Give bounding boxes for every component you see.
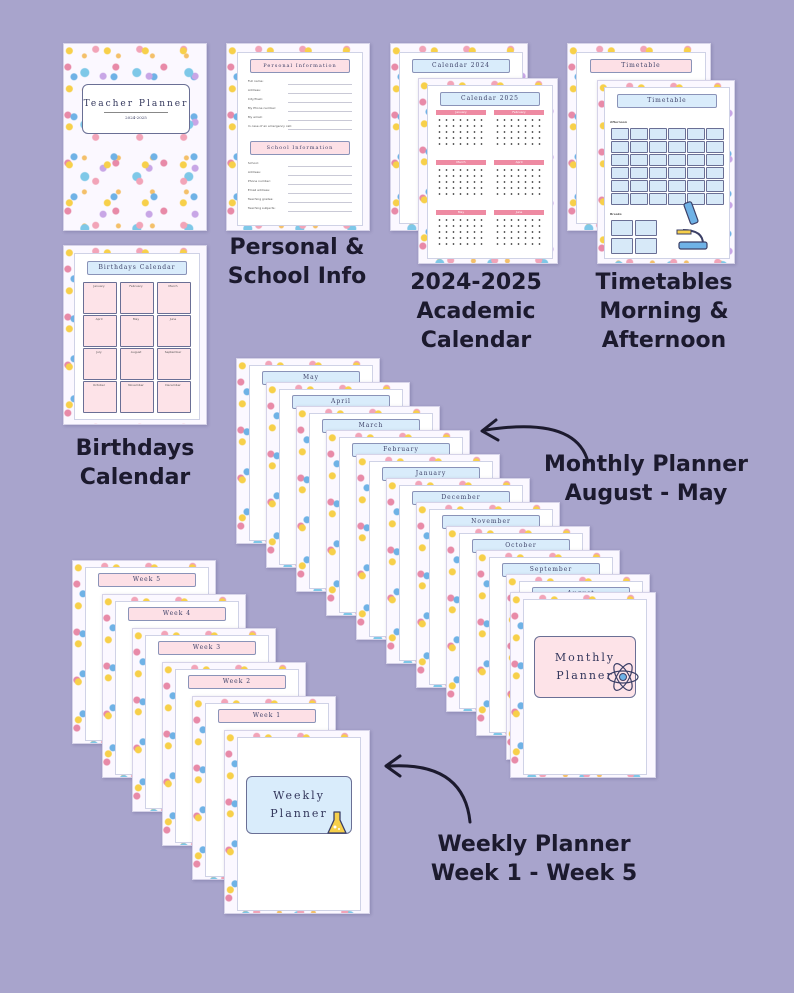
timetable-cell bbox=[649, 128, 667, 140]
timetable-afternoon-header: Timetable bbox=[617, 94, 716, 108]
school-field-line bbox=[288, 202, 353, 203]
weekly-page-header: Week 1 bbox=[218, 709, 316, 723]
calendar-month-header: March bbox=[436, 160, 486, 165]
monthly-page-header: May bbox=[262, 371, 360, 385]
calendar-2025-header: Calendar 2025 bbox=[440, 92, 539, 106]
monthly-page-header: October bbox=[472, 539, 570, 553]
timetable-cell bbox=[611, 154, 629, 166]
monthly-page-header: January bbox=[382, 467, 480, 481]
timetable-cell bbox=[649, 154, 667, 166]
weekly-cover-title: Weekly Planner bbox=[246, 776, 352, 834]
calendar-month-header: May bbox=[436, 210, 486, 215]
timetable-cell bbox=[706, 180, 724, 192]
school-field-line bbox=[288, 211, 353, 212]
timetable-cell bbox=[630, 154, 648, 166]
caption-academic-calendar: 2024-2025 Academic Calendar bbox=[410, 270, 542, 354]
birthday-month-label: September bbox=[164, 350, 182, 354]
timetable-cell bbox=[687, 180, 705, 192]
weekly-planner-cover bbox=[224, 730, 370, 914]
timetable-cell bbox=[649, 180, 667, 192]
cover-title-box bbox=[82, 84, 190, 134]
birthday-month-label: May bbox=[132, 317, 140, 321]
personal-field-line bbox=[288, 129, 353, 130]
flask-icon bbox=[326, 810, 348, 836]
weekly-page-header: Week 2 bbox=[188, 675, 286, 689]
personal-field-label: City/Town: bbox=[247, 97, 264, 101]
timetable-cell bbox=[668, 167, 686, 179]
timetable-cell bbox=[630, 193, 648, 205]
birthday-month-label: August bbox=[130, 350, 142, 354]
monthly-cover-title: Monthly Planner bbox=[534, 636, 636, 698]
monthly-page-header: November bbox=[442, 515, 540, 529]
cover-title: Teacher Planner bbox=[83, 98, 189, 109]
calendar-month-grid bbox=[436, 117, 486, 147]
school-field-line bbox=[288, 193, 353, 194]
school-field-label: Teaching grades: bbox=[247, 197, 274, 201]
timetable-cell bbox=[668, 141, 686, 153]
calendar-month-grid bbox=[436, 167, 486, 197]
birthday-month-label: December bbox=[165, 383, 181, 387]
personal-field-line bbox=[288, 93, 353, 94]
weekly-arrow-icon bbox=[378, 748, 478, 828]
weekly-page-header: Week 4 bbox=[128, 607, 226, 621]
timetable-cell bbox=[687, 128, 705, 140]
caption-birthdays: Birthdays Calendar bbox=[75, 436, 195, 491]
birthday-month-label: July bbox=[96, 350, 102, 354]
monthly-planner-cover bbox=[510, 592, 656, 778]
school-field-line bbox=[288, 166, 353, 167]
teacher-planner-cover-page bbox=[63, 43, 207, 231]
cover-year: 2024-2025 bbox=[125, 114, 147, 120]
timetable-cell bbox=[687, 167, 705, 179]
timetable-cell bbox=[668, 154, 686, 166]
timetable-cell bbox=[630, 128, 648, 140]
timetable-cell bbox=[611, 128, 629, 140]
calendar-month-header: June bbox=[494, 210, 544, 215]
personal-info-header: Personal Information bbox=[250, 59, 349, 73]
weekly-page-header: Week 3 bbox=[158, 641, 256, 655]
school-field-label: Address: bbox=[247, 170, 261, 174]
microscope-icon bbox=[673, 200, 713, 252]
timetable-cell bbox=[687, 154, 705, 166]
timetable-cell bbox=[630, 141, 648, 153]
school-field-label: Phone number: bbox=[247, 179, 271, 183]
timetable-cell bbox=[668, 180, 686, 192]
timetable-cell bbox=[649, 193, 667, 205]
monthly-page-header: April bbox=[292, 395, 390, 409]
calendar-month-grid bbox=[494, 117, 544, 147]
calendar-month-header: January bbox=[436, 110, 486, 115]
calendar-month-header: February bbox=[494, 110, 544, 115]
monthly-page-header: December bbox=[412, 491, 510, 505]
timetable-cell bbox=[611, 141, 629, 153]
timetable-cell bbox=[630, 180, 648, 192]
school-field-label: School: bbox=[247, 161, 259, 165]
school-field-label: Teaching subjects: bbox=[247, 206, 276, 210]
calendar-2024-header: Calendar 2024 bbox=[412, 59, 510, 73]
timetable-cell bbox=[611, 193, 629, 205]
birthday-month-label: February bbox=[129, 284, 143, 288]
monthly-page-header: March bbox=[322, 419, 420, 433]
birthday-month-label: January bbox=[93, 284, 105, 288]
afternoon-label: Afternoon bbox=[610, 120, 627, 124]
caption-personal-school: Personal & School Info bbox=[227, 235, 367, 290]
timetable-cell bbox=[706, 154, 724, 166]
calendar-month-grid bbox=[494, 167, 544, 197]
timetable-cell bbox=[706, 141, 724, 153]
caption-timetables: Timetables Morning & Afternoon bbox=[595, 270, 733, 354]
timetable-morning-header: Timetable bbox=[590, 59, 692, 73]
personal-field-line bbox=[288, 84, 353, 85]
school-info-header: School Information bbox=[250, 141, 349, 155]
calendar-month-grid bbox=[494, 217, 544, 247]
personal-field-label: Full name: bbox=[247, 79, 264, 83]
timetable-cell bbox=[668, 128, 686, 140]
personal-field-label: My email: bbox=[247, 115, 263, 119]
birthday-month-label: March bbox=[168, 284, 178, 288]
monthly-page-header: September bbox=[502, 563, 600, 577]
timetable-cell bbox=[649, 141, 667, 153]
caption-monthly-planner: Monthly Planner August - May bbox=[544, 452, 748, 507]
timetable-cell bbox=[611, 180, 629, 192]
personal-field-label: In case of an emergency call: bbox=[247, 124, 293, 128]
personal-field-label: Address: bbox=[247, 88, 261, 92]
monthly-page-header: February bbox=[352, 443, 450, 457]
birthdays-calendar-page bbox=[63, 245, 207, 425]
breaks-label: Breaks bbox=[610, 212, 622, 216]
calendar-month-grid bbox=[436, 217, 486, 247]
personal-field-line bbox=[288, 102, 353, 103]
birthday-month-label: April bbox=[95, 317, 103, 321]
weekly-page-header: Week 5 bbox=[98, 573, 196, 587]
school-field-label: Email address: bbox=[247, 188, 270, 192]
birthday-month-label: November bbox=[128, 383, 144, 387]
timetable-cell bbox=[687, 141, 705, 153]
personal-field-line bbox=[288, 111, 353, 112]
school-field-line bbox=[288, 175, 353, 176]
birthday-month-label: October bbox=[92, 383, 105, 387]
timetable-cell bbox=[611, 167, 629, 179]
timetable-cell bbox=[706, 128, 724, 140]
caption-weekly-planner: Weekly Planner Week 1 - Week 5 bbox=[430, 832, 638, 887]
timetable-cell bbox=[706, 167, 724, 179]
timetable-cell bbox=[630, 167, 648, 179]
calendar-2025-page bbox=[418, 78, 558, 264]
timetable-afternoon-page bbox=[597, 80, 735, 264]
timetable-cell bbox=[649, 167, 667, 179]
birthday-month-label: June bbox=[169, 317, 177, 321]
personal-info-page bbox=[226, 43, 370, 231]
personal-field-label: My Phone number: bbox=[247, 106, 277, 110]
atom-icon bbox=[606, 662, 640, 692]
personal-field-line bbox=[288, 120, 353, 121]
school-field-line bbox=[288, 184, 353, 185]
calendar-month-header: April bbox=[494, 160, 544, 165]
birthdays-header: Birthdays Calendar bbox=[87, 261, 186, 275]
